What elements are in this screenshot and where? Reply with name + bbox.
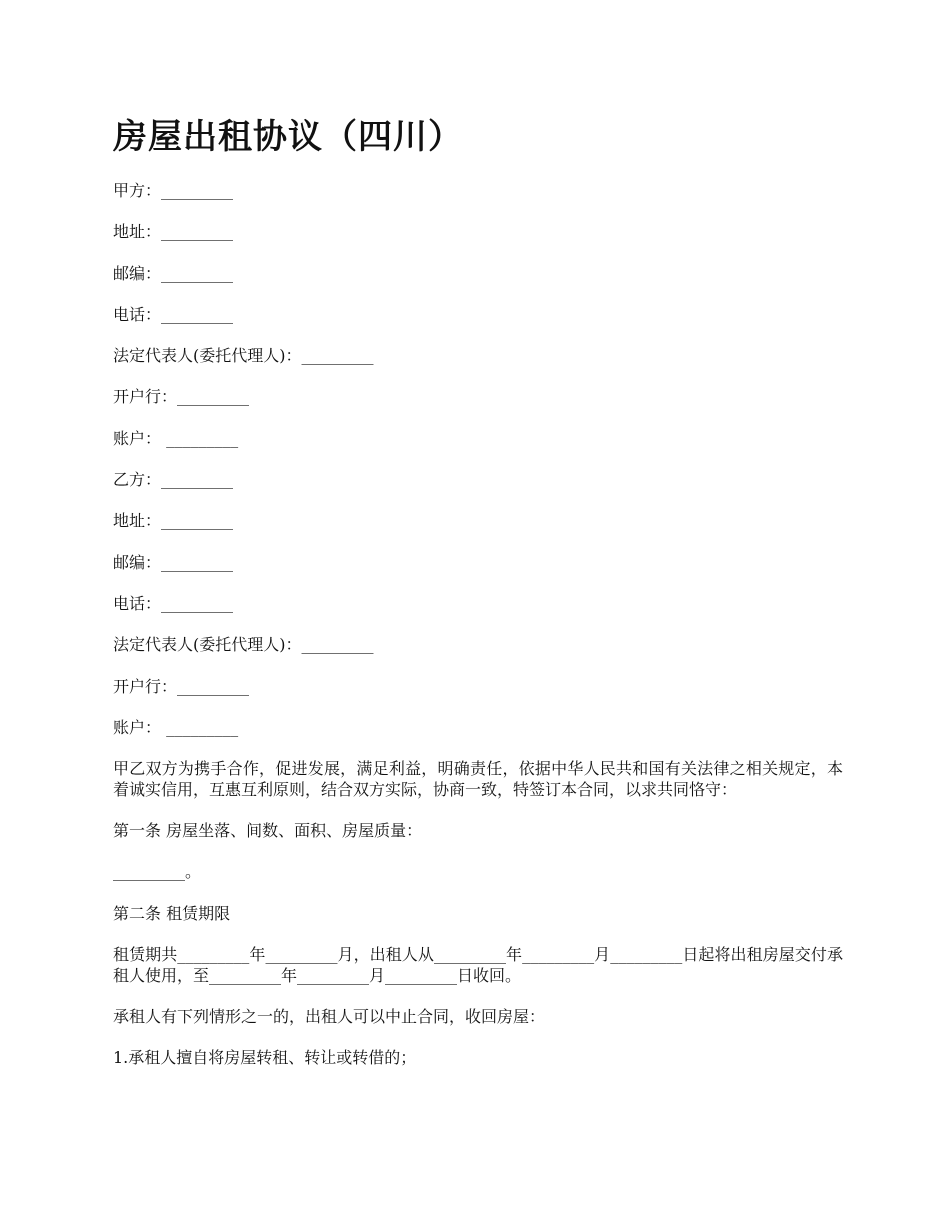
article-2-body: 租赁期共_________年_________月，出租人从_________年_________月_________日起将出租房屋交付承租人使用，至_________年_________月_________日收回。 (113, 945, 843, 986)
party-a-representative: 法定代表人(委托代理人)：_________ (113, 346, 374, 366)
party-a-account: 账户： _________ (113, 428, 239, 448)
article-2-heading: 第二条 租赁期限 (113, 903, 231, 923)
party-b-name: 乙方：_________ (113, 470, 234, 490)
article-1-heading: 第一条 房屋坐落、间数、面积、房屋质量： (113, 821, 423, 841)
party-b-bank: 开户行：_________ (113, 676, 250, 696)
party-a-phone: 电话：_________ (113, 304, 234, 324)
document-title: 房屋出租协议（四川） (113, 117, 463, 157)
party-a-postcode: 邮编：_________ (113, 263, 234, 283)
party-a-address: 地址：_________ (113, 222, 234, 242)
preamble-paragraph: 甲乙双方为携手合作，促进发展，满足利益，明确责任，依据中华人民共和国有关法律之相关规定，本着诚实信用，互惠互利原则，结合双方实际，协商一致，特签订本合同，以求共同恪守： (113, 759, 843, 800)
party-a-name: 甲方：_________ (113, 181, 234, 200)
party-b-account: 账户： _________ (113, 717, 239, 737)
termination-intro: 承租人有下列情形之一的，出租人可以中止合同，收回房屋： (113, 1007, 546, 1027)
termination-item-1: 1.承租人擅自将房屋转租、转让或转借的； (113, 1048, 417, 1068)
party-b-postcode: 邮编：_________ (113, 552, 234, 572)
article-1-blank: _________。 (113, 862, 202, 882)
party-b-representative: 法定代表人(委托代理人)：_________ (113, 635, 374, 655)
party-b-phone: 电话：_________ (113, 593, 234, 613)
party-b-address: 地址：_________ (113, 511, 234, 531)
document-page (113, 112, 843, 1089)
party-a-bank: 开户行：_________ (113, 387, 250, 407)
